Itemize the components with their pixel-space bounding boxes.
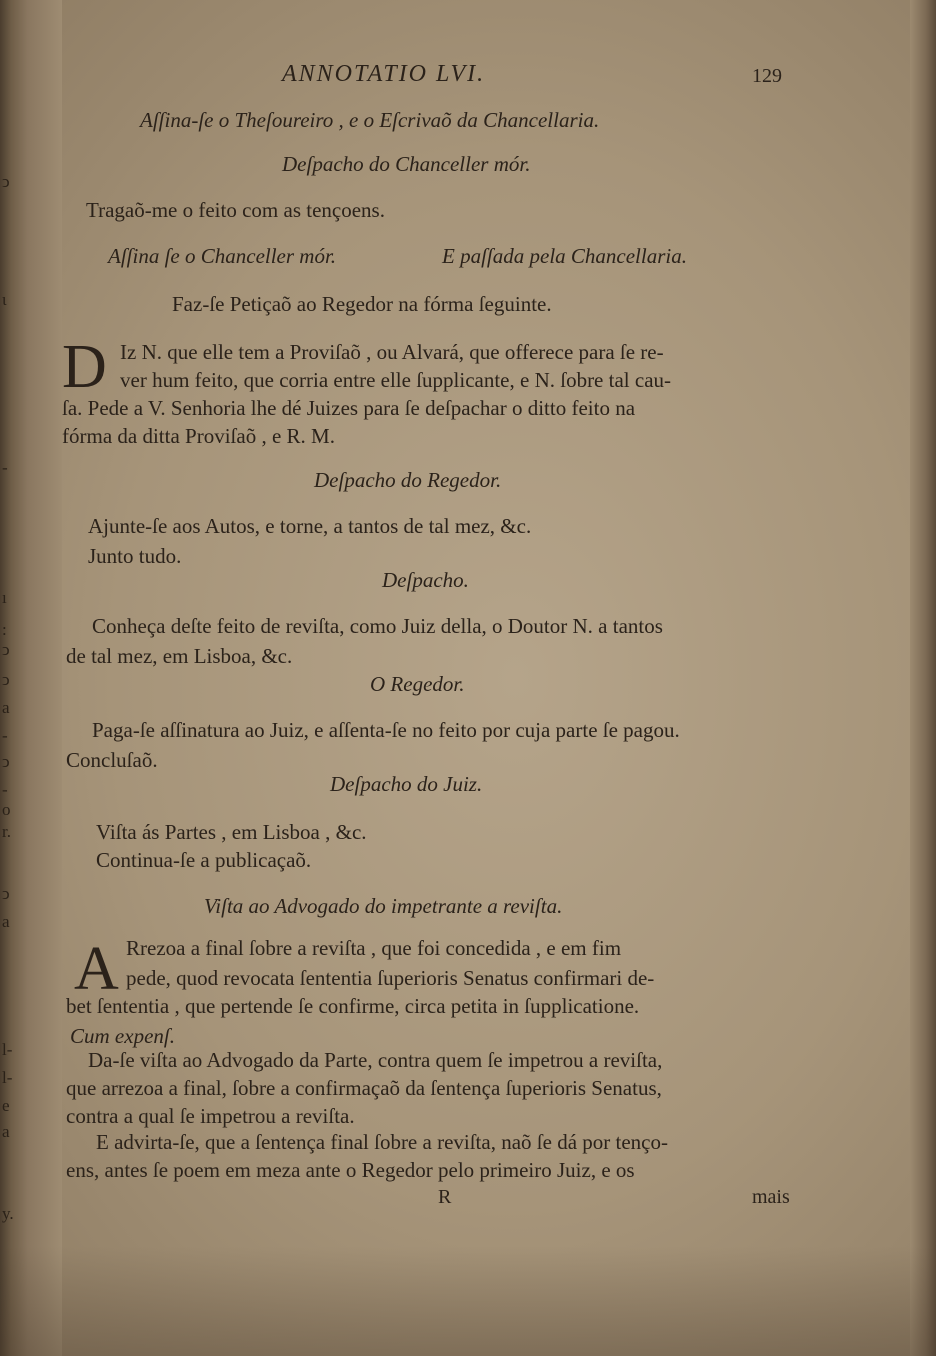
margin-fragment: ↄ <box>2 172 10 191</box>
text-line: Viſta ás Partes , em Lisboa , &c. <box>96 820 367 844</box>
margin-fragment: - <box>2 780 8 799</box>
text-line: Da-ſe viſta ao Advogado da Parte, contra quem ſe impetrou a reviſta, <box>88 1048 663 1072</box>
text-line: pede, quod revocata ſententia ſuperioris Senatus confirmari de- <box>126 966 655 990</box>
text-line: fórma da ditta Proviſaõ , e R. M. <box>62 424 335 448</box>
text-line: que arrezoa a final, ſobre a confirmaçaõ da ſentença ſuperioris Senatus, <box>66 1076 662 1100</box>
catchword: mais <box>752 1186 790 1208</box>
margin-fragment: ↄ <box>2 640 10 659</box>
margin-fragment: ı <box>2 588 7 607</box>
margin-fragment: o <box>2 800 11 819</box>
text-line: Continua-ſe a publicaçaõ. <box>96 848 312 872</box>
margin-fragment: - <box>2 458 8 477</box>
text-line: ens, antes ſe poem em meza ante o Regedor pelo primeiro Juiz, e os <box>66 1158 635 1182</box>
text-line: de tal mez, em Lisboa, &c. <box>66 644 293 668</box>
running-title: ANNOTATIO LVI. <box>282 61 486 87</box>
text-line: Junto tudo. <box>88 544 182 568</box>
text-line: Concluſaõ. <box>66 748 158 772</box>
margin-fragment: ↄ <box>2 670 10 689</box>
text-line: Aſſina-ſe o Theſoureiro , e o Eſcrivaõ da Chancellaria. <box>140 108 600 132</box>
page-shadow <box>0 1246 936 1356</box>
text-line: Paga-ſe aſſinatura ao Juiz, e aſſenta-ſe no feito por cuja parte ſe pagou. <box>92 718 680 742</box>
text-line: Ajunte-ſe aos Autos, e torne, a tantos de tal mez, &c. <box>88 514 532 538</box>
margin-fragment: ↄ <box>2 752 10 771</box>
text-line: Conheça deſte feito de reviſta, como Juiz della, o Doutor N. a tantos <box>92 614 663 638</box>
margin-fragment: - <box>2 726 8 745</box>
margin-fragment: ι <box>2 290 7 309</box>
text-line: Rrezoa a final ſobre a reviſta , que foi concedida , e em fim <box>126 936 622 960</box>
margin-fragment: l- <box>2 1068 13 1087</box>
section-heading: Deſpacho do Juiz. <box>330 772 483 796</box>
margin-fragment: : <box>2 620 7 639</box>
section-heading: Deſpacho do Regedor. <box>314 468 502 492</box>
section-heading: Deſpacho do Chanceller mór. <box>282 152 531 176</box>
margin-fragment: y. <box>2 1204 14 1223</box>
text-line: E paſſada pela Chancellaria. <box>442 244 687 268</box>
text-line: bet ſententia , que pertende ſe confirme, circa petita in ſupplicatione. <box>66 994 640 1018</box>
margin-fragment: a <box>2 1122 10 1141</box>
page-edge <box>910 0 936 1356</box>
section-heading: O Regedor. <box>370 672 465 696</box>
margin-fragment: e <box>2 1096 10 1115</box>
section-heading: Viſta ao Advogado do impetrante a reviſta. <box>204 894 563 918</box>
text-line: ver hum feito, que corria entre elle ſupplicante, e N. ſobre tal cau- <box>120 368 672 392</box>
text-line: Iz N. que elle tem a Proviſaõ , ou Alvará, que offerece para ſe re- <box>120 340 664 364</box>
drop-cap: D <box>62 333 107 401</box>
margin-fragment: a <box>2 698 10 717</box>
text-line: ſa. Pede a V. Senhoria lhe dé Juizes para ſe deſpachar o ditto feito na <box>62 396 636 420</box>
margin-fragment: r. <box>2 822 11 841</box>
margin-fragment: ↄ <box>2 884 10 903</box>
page-number: 129 <box>752 65 782 87</box>
margin-fragment: a <box>2 912 10 931</box>
margin-fragment: l- <box>2 1040 13 1059</box>
text-line: contra a qual ſe impetrou a reviſta. <box>66 1104 355 1128</box>
text-line: Tragaõ-me o feito com as tençoens. <box>86 198 385 222</box>
signature-mark: R <box>438 1186 452 1208</box>
text-line: Cum expenſ. <box>70 1024 175 1048</box>
facing-page-fragments <box>0 0 14 1356</box>
drop-cap: A <box>74 935 119 1003</box>
text-line: Faz-ſe Petiçaõ ao Regedor na fórma ſeguinte. <box>172 292 552 316</box>
text-line: Aſſina ſe o Chanceller mór. <box>108 244 337 268</box>
section-heading: Deſpacho. <box>382 568 469 592</box>
text-line: E advirta-ſe, que a ſentença final ſobre a reviſta, naõ ſe dá por tenço- <box>96 1130 668 1154</box>
